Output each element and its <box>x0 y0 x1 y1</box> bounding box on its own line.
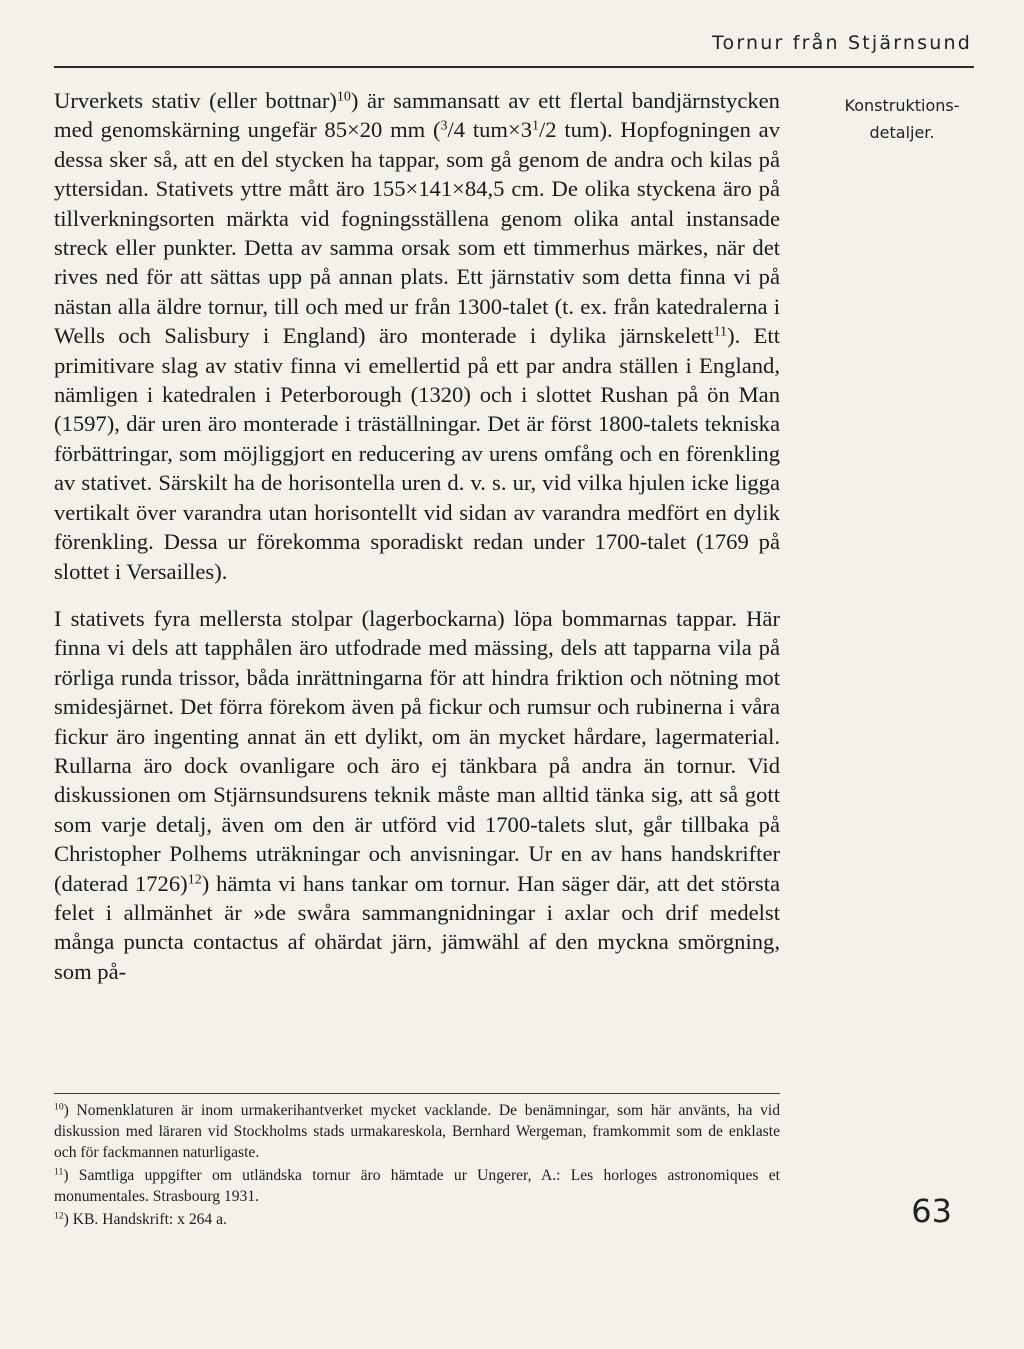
footnotes <box>54 1100 780 1230</box>
running-head: Tornur från Stjärnsund <box>711 32 972 54</box>
footnote <box>54 1209 780 1230</box>
footnote-text: ) KB. Handskrift: x 264 a. <box>63 1211 227 1228</box>
footnote-text: ) Samtliga uppgifter om utländska tornur äro hämtade ur Ungerer, A.: Les horloges astronomiques et monumentales. Strasbourg 1931. <box>54 1167 780 1205</box>
footnote-marker: 10 <box>54 1101 64 1113</box>
text-run: /4 tum×3 <box>447 117 533 143</box>
footnote-reference: 3 <box>440 118 448 134</box>
text-run: ). Ett primitivare slag av stativ finna vi emellertid på ett par andra ställen i England, nämligen i katedralen i Peterborough (1320) och i slottet Rushan på ön Man (1597), där uren äro monterade i träställningar. Det är först 1800-talets tekniska förbättringar, som möjliggjort en reducering av urens omfång och en förenkling av stativet. Särskilt ha de horisontella uren d. v. s. ur, vid vilka hjulen icke ligga vertikalt över varandra utan horisontellt vid sidan av varandra medfört en dylik förenkling. Dessa ur förekomma sporadiskt redan under 1700-talet (1769 på slottet i Versailles). <box>54 323 780 584</box>
footnote-marker: 11 <box>54 1166 64 1178</box>
text-run: ) hämta vi hans tankar om tornur. Han säger där, att det största felet i allmänhet är »de swåra sammangnidningar i axlar och drif medelst många puncta contactus af ohärdat järn, jämwähl af den myckna smörgning, som på- <box>54 870 780 984</box>
footnote-text: ) Nomenklaturen är inom urmakerihantverket mycket vacklande. De benämningar, som här använts, ha vid diskussion med läraren vid Stockholms stads urmakareskola, Bernhard Wergeman, framkommit som de enklaste och för fackmannen naturligaste. <box>54 1102 780 1161</box>
marginal-note: Konstruktions- detaljer. <box>844 96 960 142</box>
text-run: ) är sammansatt av ett flertal bandjärnstycken med genomskärning ungefär 85×20 mm ( <box>54 88 780 143</box>
paragraph <box>54 604 780 986</box>
footnote <box>54 1100 780 1163</box>
body-text <box>54 86 780 986</box>
footnote-rule <box>54 1093 780 1094</box>
footnote-reference: 1 <box>532 118 540 134</box>
text-run: I stativets fyra mellersta stolpar (lagerbockarna) löpa bommarnas tappar. Här finna vi dels att tapphålen äro utfodrade med mässing, dels att tapparna vila på rörliga runda trissor, båda inrättningarna för att hindra friktion och nötning mot smidesjärnet. Det förra förekom även på fickur och rumsur och rubinerna i våra fickur äro ingenting annat än ett dylikt, om än mycket hårdare, lagermaterial. Rullarna äro dock ovanligare och äro ej tänkbara på andra än tornur. Vid diskussionen om Stjärnsundsurens teknik måste man alltid tänka sig, att så gott som varje detalj, även om den är utförd vid 1700-talets slut, går tillbaka på Christopher Polhems uträkningar och anvisningar. Ur en av hans handskrifter (daterad 1726) <box>54 605 780 896</box>
footnote-marker: 12 <box>54 1210 64 1222</box>
header-rule <box>54 66 974 68</box>
footnote-reference: 10 <box>336 89 351 105</box>
footnote <box>54 1165 780 1207</box>
page-number: 63 <box>911 1192 952 1230</box>
text-run: /2 tum). Hopfogningen av dessa sker så, att en del stycken ha tappar, som gå genom de andra och kilas på yttersidan. Stativets yttre mått äro 155×141×84,5 cm. De olika styckena äro på tillverkningsorten märkta vid fogningsställena genom olika antal instansade streck eller punkter. Detta av samma orsak som ett timmerhus märkes, när det rives ned för att sättas upp på annan plats. Ett järnstativ som detta finna vi på nästan alla äldre tornur, till och med ur från 1300-talet (t. ex. från katedralerna i Wells och Salisbury i England) äro monterade i dylika järnskelett <box>54 117 780 349</box>
text-run: Urverkets stativ (eller bottnar) <box>54 88 337 113</box>
footnote-reference: 12 <box>187 871 202 887</box>
paragraph <box>54 86 780 586</box>
footnote-reference: 11 <box>713 324 728 340</box>
